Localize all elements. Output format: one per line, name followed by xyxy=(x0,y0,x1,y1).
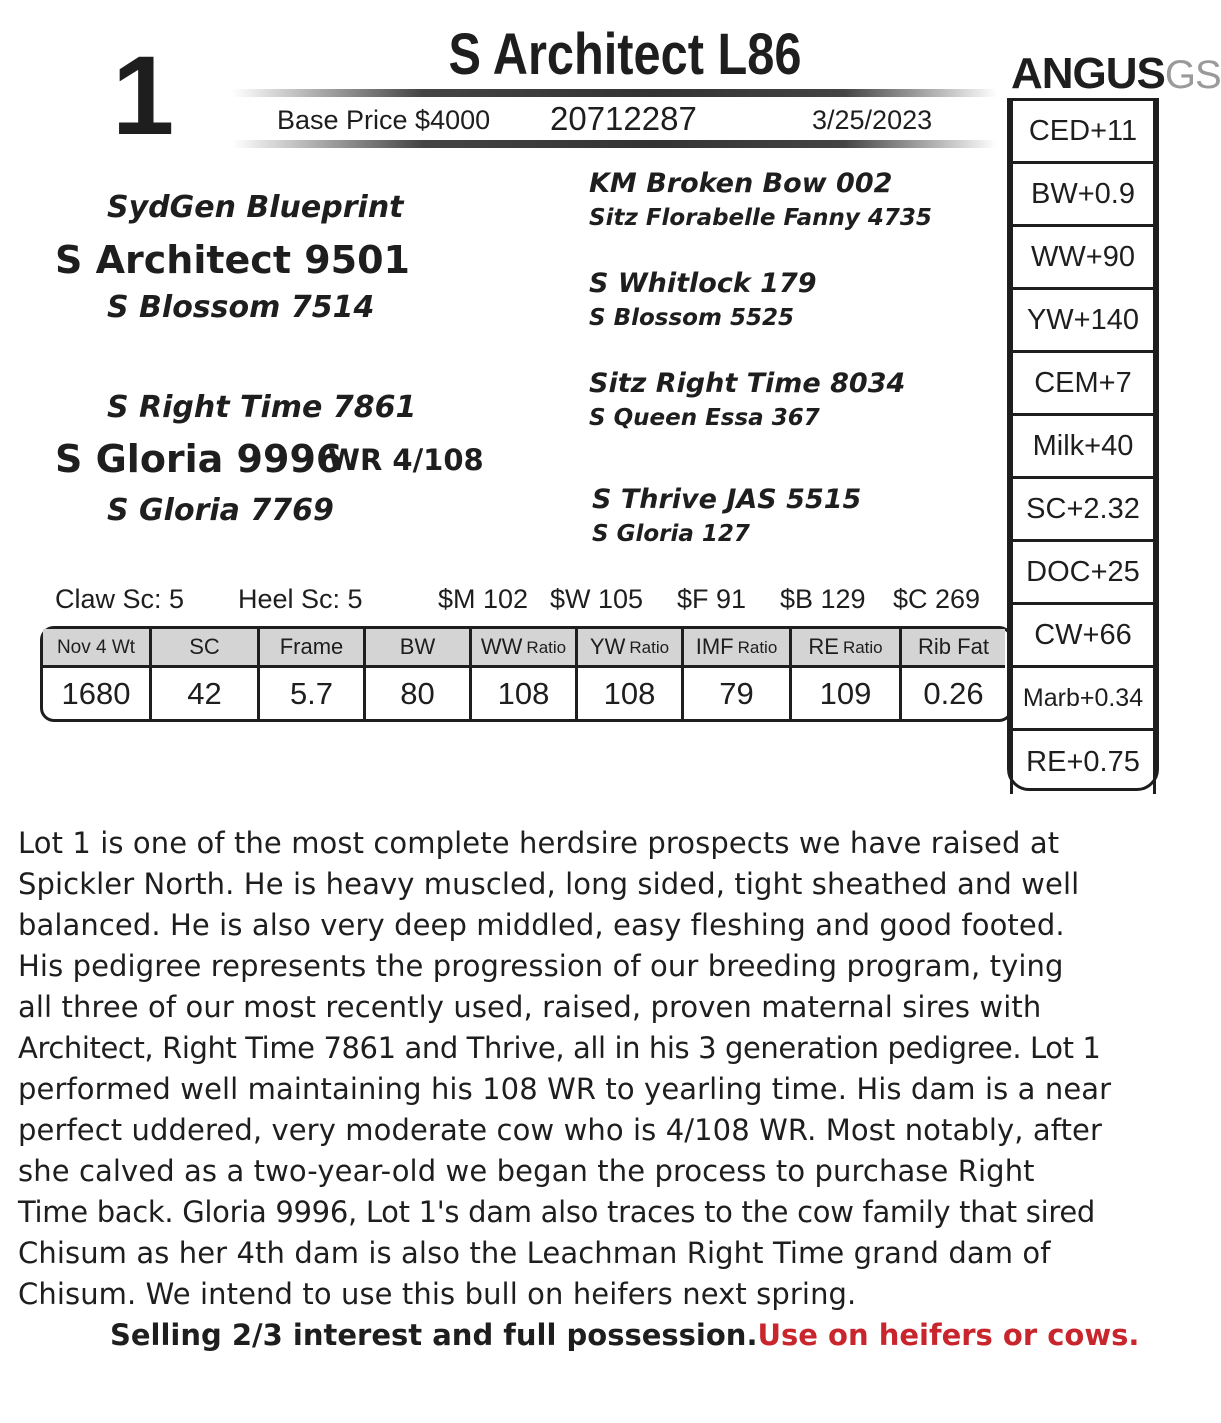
value-re-ratio: 109 xyxy=(792,668,902,719)
header-nov-wt: Nov 4 Wt xyxy=(43,629,152,668)
description-line: Chisum as her 4th dam is also the Leachman Right Time grand dam of xyxy=(18,1236,1051,1270)
dam-sire-dam: S Queen Essa 367 xyxy=(589,405,820,431)
description-line: perfect uddered, very moderate cow who is 4/108 WR. Most notably, after xyxy=(18,1113,1103,1147)
index-w: $W 105 xyxy=(550,584,644,614)
epd-sc: SC+2.32 xyxy=(1010,479,1156,542)
sire-sire-dam: Sitz Florabelle Fanny 4735 xyxy=(589,205,932,231)
sire-sire: SydGen Blueprint xyxy=(107,190,404,225)
value-frame: 5.7 xyxy=(260,668,366,719)
dam: S Gloria 9996 xyxy=(55,437,343,481)
description-line: Chisum. We intend to use this bull on heifers next spring. xyxy=(18,1277,857,1311)
description-line: she calved as a two-year-old we began the process to purchase Right xyxy=(18,1154,1035,1188)
dam-weaning-ratio: WR 4/108 xyxy=(328,443,484,477)
header-sc: SC xyxy=(152,629,260,668)
epd-re: RE+0.75 xyxy=(1010,731,1156,794)
description-line: His pedigree represents the progression of our breeding program, tying xyxy=(18,949,1064,983)
epd-cw: CW+66 xyxy=(1010,605,1156,668)
sire-dam-dam: S Blossom 5525 xyxy=(589,305,794,331)
header-imf-ratio: IMF Ratio xyxy=(684,629,792,668)
epd-cem: CEM+7 xyxy=(1010,353,1156,416)
logo-main: ANGUS xyxy=(1011,49,1165,98)
claw-score: Claw Sc: 5 xyxy=(55,584,185,614)
top-rule xyxy=(232,89,997,97)
description-line: Architect, Right Time 7861 and Thrive, all in his 3 generation pedigree. Lot 1 xyxy=(18,1031,1101,1065)
description-line: balanced. He is also very deep middled, easy fleshing and good footed. xyxy=(18,908,1065,942)
value-imf-ratio: 79 xyxy=(684,668,792,719)
epd-bw: BW+0.9 xyxy=(1010,164,1156,227)
description-line: performed well maintaining his 108 WR to yearling time. His dam is a near xyxy=(18,1072,1112,1106)
lot-number: 1 xyxy=(112,33,173,158)
dam-dam: S Gloria 7769 xyxy=(107,493,334,528)
sire-sire-sire: KM Broken Bow 002 xyxy=(589,168,893,199)
value-bw: 80 xyxy=(366,668,472,719)
selling-terms xyxy=(110,1318,1140,1352)
value-yw-ratio: 108 xyxy=(578,668,684,719)
value-rib-fat: 0.26 xyxy=(923,676,984,711)
selling-highlight: Use on heifers or cows. xyxy=(757,1318,1140,1352)
lot-description xyxy=(18,823,1178,1315)
sire-dam-sire: S Whitlock 179 xyxy=(589,268,817,299)
description-line: Lot 1 is one of the most complete herdsire prospects we have raised at xyxy=(18,826,1060,860)
sire: S Architect 9501 xyxy=(55,238,410,282)
epd-doc: DOC+25 xyxy=(1010,542,1156,605)
selling-note: Selling 2/3 interest and full possession. xyxy=(110,1318,758,1352)
heel-score: Heel Sc: 5 xyxy=(238,584,363,614)
epd-ww: WW+90 xyxy=(1010,227,1156,290)
value-ww-ratio: 108 xyxy=(472,668,578,719)
header-yw-ratio: YW Ratio xyxy=(578,629,684,668)
epd-milk: Milk+40 xyxy=(1010,416,1156,479)
dam-dam-sire: S Thrive JAS 5515 xyxy=(592,484,862,515)
index-m: $M 102 xyxy=(438,584,529,614)
description-line: Spickler North. He is heavy muscled, long sided, tight sheathed and well xyxy=(18,867,1080,901)
dam-sire: S Right Time 7861 xyxy=(107,390,417,425)
epd-yw: YW+140 xyxy=(1010,290,1156,353)
value-sc: 42 xyxy=(152,668,260,719)
animal-name: S Architect L86 xyxy=(448,22,802,87)
bottom-rule xyxy=(232,140,997,148)
header-re-ratio: RE Ratio xyxy=(792,629,902,668)
header-ww-ratio: WW Ratio xyxy=(472,629,578,668)
description-line: Time back. Gloria 9996, Lot 1's dam also traces to the cow family that sired xyxy=(18,1195,1095,1229)
performance-table xyxy=(40,626,1013,722)
header-bw: BW xyxy=(366,629,472,668)
value-nov-wt: 1680 xyxy=(43,668,152,719)
description-line: all three of our most recently used, raised, proven maternal sires with xyxy=(18,990,1042,1024)
index-c: $C 269 xyxy=(893,584,981,614)
birth-date: 3/25/2023 xyxy=(812,105,933,135)
epd-marb: Marb+0.34 xyxy=(1010,668,1156,731)
registration-number: 20712287 xyxy=(550,100,697,137)
index-b: $B 129 xyxy=(780,584,866,614)
dam-sire-sire: Sitz Right Time 8034 xyxy=(589,368,906,399)
header-rib-fat: Rib Fat xyxy=(902,629,1005,668)
epd-panel xyxy=(1007,98,1159,791)
dam-dam-dam: S Gloria 127 xyxy=(592,521,750,547)
sire-dam: S Blossom 7514 xyxy=(107,290,375,325)
index-f: $F 91 xyxy=(677,584,747,614)
header-frame: Frame xyxy=(260,629,366,668)
logo-suffix: GS xyxy=(1164,53,1221,97)
base-price: Base Price $4000 xyxy=(277,105,491,135)
epd-ced: CED+11 xyxy=(1010,101,1156,164)
angus-gs-logo xyxy=(1011,49,1221,98)
